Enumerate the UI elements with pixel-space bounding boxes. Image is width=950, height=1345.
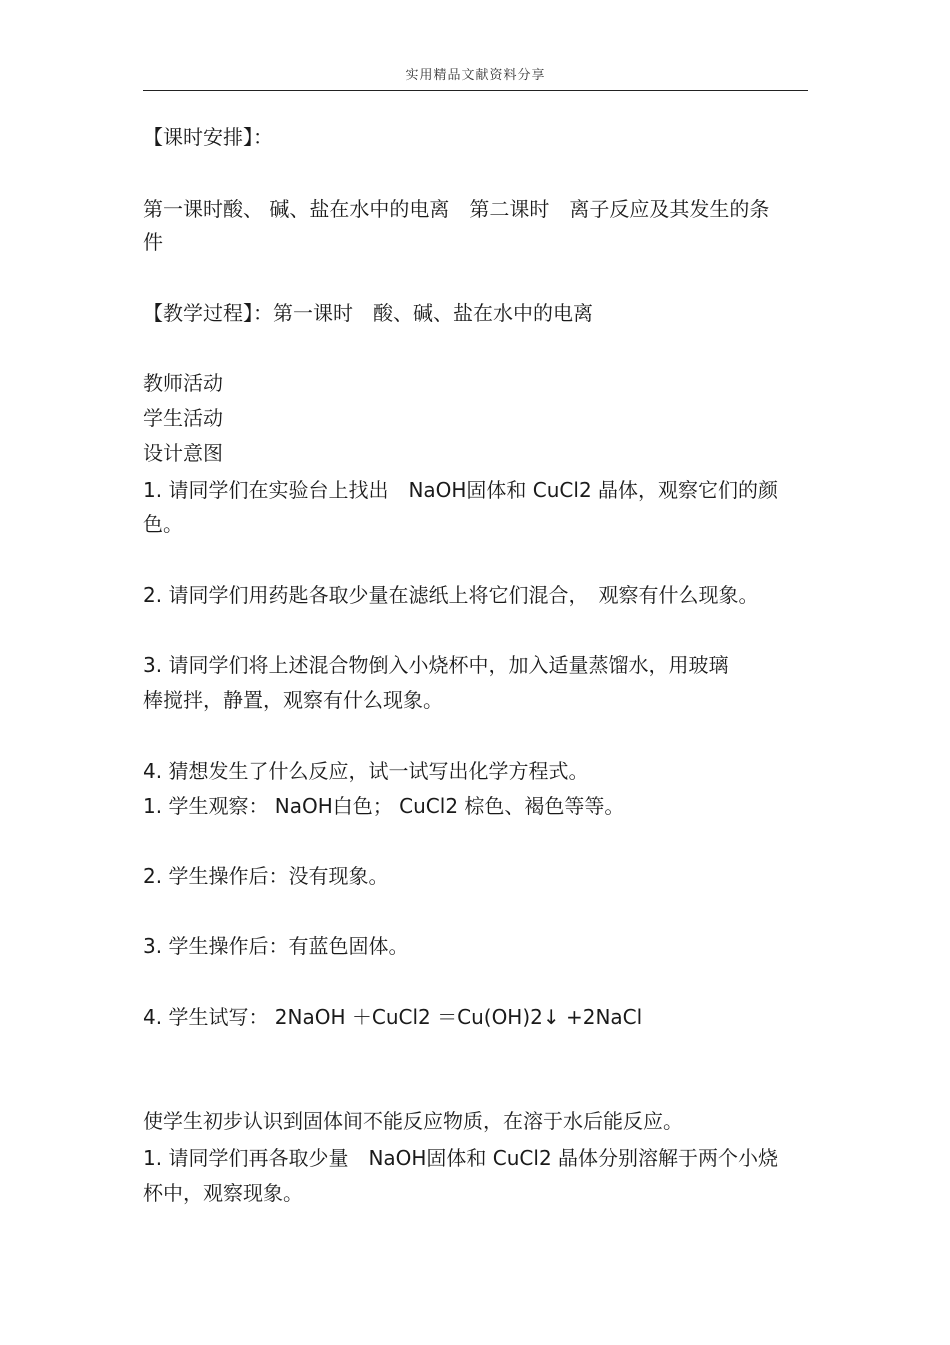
header-rule [143,90,808,91]
list-item: 棒搅拌，静置，观察有什么现象。 [143,688,443,712]
paragraph-line: 件 [143,230,163,254]
list-item: 2. 请同学们用药匙各取少量在滤纸上将它们混合， 观察有什么现象。 [143,583,759,607]
column-label-teacher: 教师活动 [143,371,223,395]
section-heading-process: 【教学过程】：第一课时 酸、碱、盐在水中的电离 [143,301,593,325]
list-item: 3. 请同学们将上述混合物倒入小烧杯中，加入适量蒸馏水，用玻璃 [143,653,729,677]
section-heading-schedule: 【课时安排】： [143,125,273,149]
column-label-design: 设计意图 [143,441,223,465]
list-item: 2. 学生操作后：没有现象。 [143,864,389,888]
list-item: 1. 请同学们再各取少量 NaOH固体和 CuCl2 晶体分别溶解于两个小烧 [143,1146,779,1170]
list-item: 1. 请同学们在实验台上找出 NaOH固体和 CuCl2 晶体，观察它们的颜 [143,478,779,502]
list-item: 4. 学生试写： 2NaOH ＋CuCl2 ＝Cu(OH)2↓ +2NaCl [143,1005,643,1029]
list-item: 1. 学生观察： NaOH白色； CuCl2 棕色、褐色等等。 [143,794,625,818]
list-item: 3. 学生操作后：有蓝色固体。 [143,934,409,958]
paragraph-line: 第一课时酸、 碱、盐在水中的电离 第二课时 离子反应及其发生的条 [143,197,770,221]
page-header: 实用精品文献资料分享 [405,68,546,83]
list-item: 杯中，观察现象。 [143,1181,303,1205]
list-item: 4. 猜想发生了什么反应，试一试写出化学方程式。 [143,759,589,783]
column-label-student: 学生活动 [143,406,223,430]
list-item: 色。 [143,512,183,536]
paragraph-line: 使学生初步认识到固体间不能反应物质，在溶于水后能反应。 [143,1109,683,1133]
